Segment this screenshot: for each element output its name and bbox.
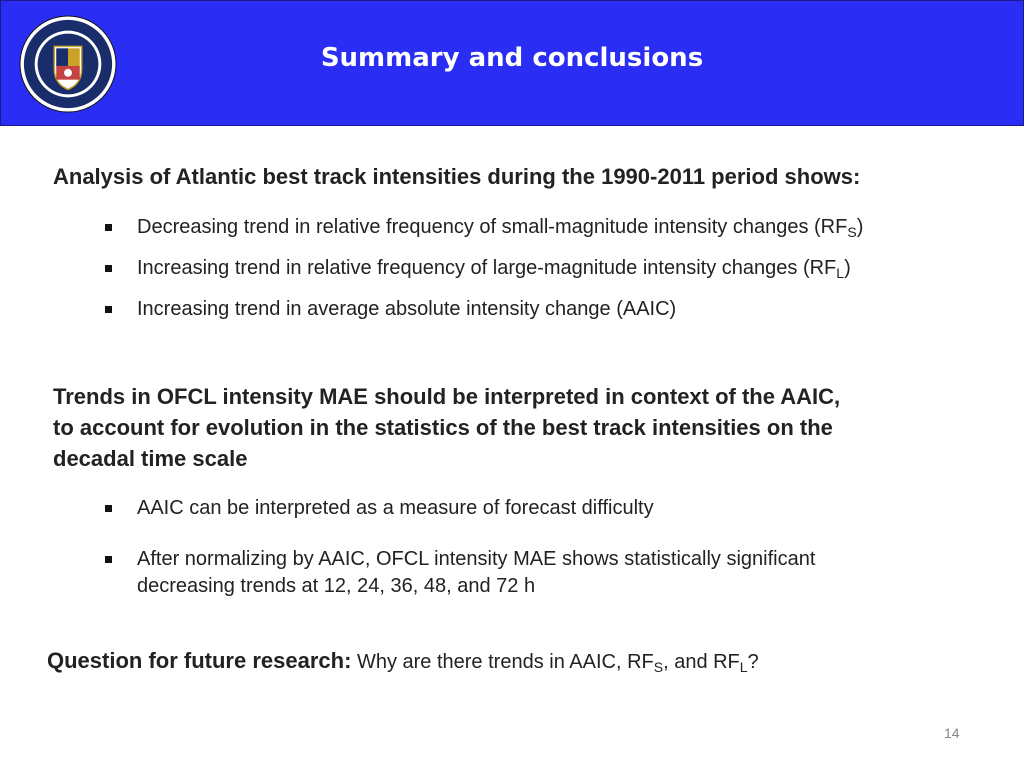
bullet-marker	[105, 265, 112, 272]
section1-heading: Analysis of Atlantic best track intensities during the 1990-2011 period shows:	[53, 164, 861, 189]
bullet-marker	[105, 306, 112, 313]
bullet-marker	[105, 224, 112, 231]
title-bar	[0, 0, 1024, 126]
future-research-question: Question for future research: Why are there trends in AAIC, $RF_S$, and $RF_L$?	[47, 648, 759, 675]
question-label: Question for future research:	[47, 648, 352, 673]
page-number: 14	[944, 725, 960, 741]
bullet-marker	[105, 556, 112, 563]
section2-heading: Trends in OFCL intensity MAE should be interpreted in context of the AAIC, to account for evolution in the statistics of the best track intensities on the decadal time scale	[53, 384, 841, 471]
page-title: Summary and conclusions	[320, 43, 704, 73]
bullet-marker	[105, 505, 112, 512]
